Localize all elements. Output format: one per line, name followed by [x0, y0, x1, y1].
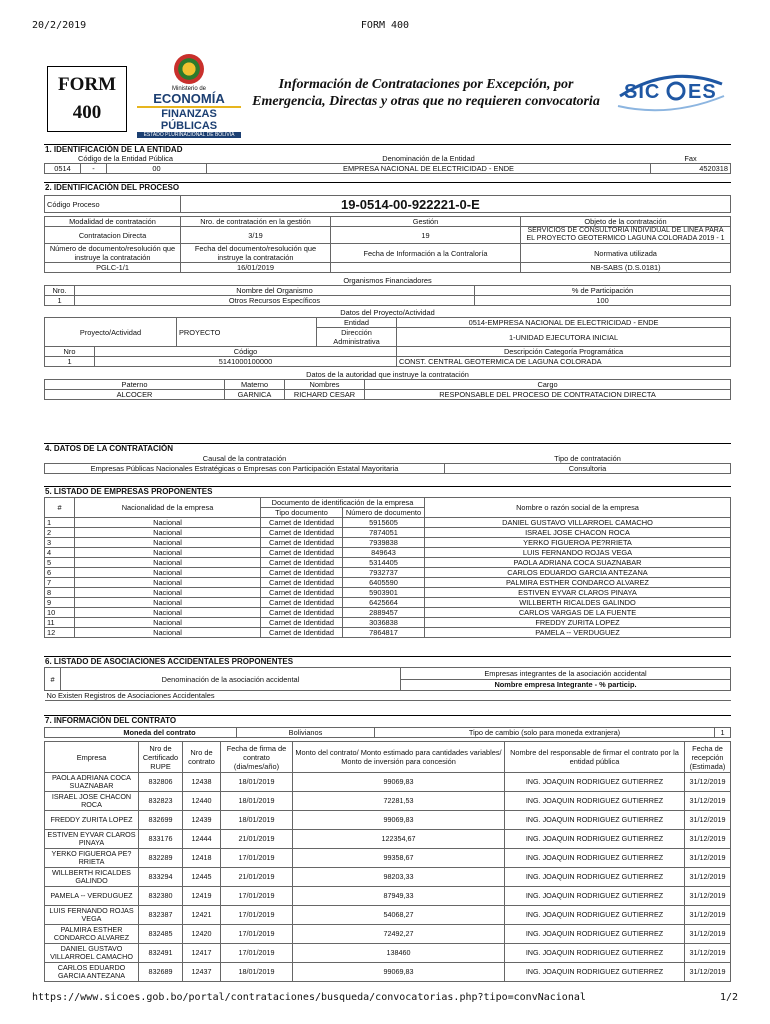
nro-documento-value: PGLC-1/1	[45, 263, 181, 273]
contrato-empresa: PALMIRA ESTHER CONDARCO ALVAREZ	[45, 925, 139, 944]
contrato-responsable: ING. JOAQUIN RODRIGUEZ GUTIERREZ	[505, 963, 685, 982]
contrato-monto: 72492,27	[293, 925, 505, 944]
dir-admin-value: 1-UNIDAD EJECUTORA INICIAL	[397, 328, 731, 347]
svg-text:ES: ES	[688, 81, 717, 103]
section-7	[44, 727, 730, 982]
org-nombre: Otros Recursos Específicos	[75, 296, 475, 306]
section-2	[44, 195, 730, 400]
proponente-num: 9	[45, 598, 75, 608]
col-gestion: Gestión	[331, 217, 521, 227]
cargo-value: RESPONSABLE DEL PROCESO DE CONTRATACION DIRECTA	[365, 390, 731, 400]
contrato-fecha-recepcion: 31/12/2019	[685, 963, 731, 982]
contrato-nro: 12438	[183, 773, 221, 792]
proponente-num: 4	[45, 548, 75, 558]
contrato-empresa: YERKO FIGUEROA PE? RRIETA	[45, 849, 139, 868]
contrato-monto: 138460	[293, 944, 505, 963]
proponente-num: 2	[45, 528, 75, 538]
proponente-nombre: LUIS FERNANDO ROJAS VEGA	[425, 548, 731, 558]
col-normativa: Normativa utilizada	[521, 244, 731, 263]
contrato-fecha-firma: 18/01/2019	[221, 792, 293, 811]
contrato-fecha-firma: 17/01/2019	[221, 925, 293, 944]
col-num: #	[45, 498, 75, 518]
contrato-nro: 12440	[183, 792, 221, 811]
page-title: Información de Contrataciones por Excepción, por Emergencia, Directas y otras que no requieren convocatoria	[252, 77, 600, 109]
org-nro: 1	[45, 296, 75, 306]
fecha-documento-value: 16/01/2019	[181, 263, 331, 273]
section-2-title: 2. IDENTIFICACIÓN DEL PROCESO	[44, 182, 731, 193]
print-date: 20/2/2019	[32, 20, 87, 31]
section-1	[44, 154, 730, 174]
proponente-nombre: PAOLA ADRIANA COCA SUAZNABAR	[425, 558, 731, 568]
contrato-responsable: ING. JOAQUIN RODRIGUEZ GUTIERREZ	[505, 887, 685, 906]
proy-desc: CONST. CENTRAL GEOTERMICA DE LAGUNA COLORADA	[397, 357, 731, 367]
contrato-nro: 12419	[183, 887, 221, 906]
proponente-num-doc: 5314405	[343, 558, 425, 568]
contrato-fecha-firma: 18/01/2019	[221, 811, 293, 830]
contrato-empresa: WILLBERTH RICALDES GALINDO	[45, 868, 139, 887]
proponente-num: 3	[45, 538, 75, 548]
contrato-fecha-recepcion: 31/12/2019	[685, 944, 731, 963]
contrato-responsable: ING. JOAQUIN RODRIGUEZ GUTIERREZ	[505, 849, 685, 868]
proponente-num-doc: 7932737	[343, 568, 425, 578]
proponente-tipo-doc: Carnet de Identidad	[261, 628, 343, 638]
denominacion-entidad: EMPRESA NACIONAL DE ELECTRICIDAD - ENDE	[207, 164, 651, 174]
col-empresa: Empresa	[45, 742, 139, 773]
contrato-certificado: 833176	[139, 830, 183, 849]
col-paterno: Paterno	[45, 380, 225, 390]
contrato-empresa: CARLOS EDUARDO GARCIA ANTEZANA	[45, 963, 139, 982]
contrato-row	[45, 773, 731, 792]
codigo-entidad-a: 0514	[45, 164, 81, 174]
proponente-row	[45, 598, 731, 608]
proponente-nacionalidad: Nacional	[75, 518, 261, 528]
col-asoc-num: #	[45, 668, 61, 691]
col-objeto: Objeto de la contratación	[521, 217, 731, 227]
svg-text:SIC: SIC	[624, 81, 661, 103]
contrato-monto: 99069,83	[293, 963, 505, 982]
objeto-value: SERVICIOS DE CONSULTORIA INDIVIDUAL DE LINEA PARA EL PROYECTO GEOTERMICO LAGUNA COLORADA 2019 - 1	[521, 227, 731, 244]
proyecto-label: PROYECTO	[177, 318, 317, 347]
contrato-certificado: 832689	[139, 963, 183, 982]
proponente-nombre: PALMIRA ESTHER CONDARCO ALVAREZ	[425, 578, 731, 588]
contrato-monto: 99358,67	[293, 849, 505, 868]
causal-value: Empresas Públicas Nacionales Estratégicas o Empresas con Participación Estatal Mayoritaria	[45, 464, 445, 474]
proponente-num: 10	[45, 608, 75, 618]
section-6-title: 6. LISTADO DE ASOCIACIONES ACCIDENTALES PROPONENTES	[44, 656, 731, 667]
contrato-monto: 99069,83	[293, 773, 505, 792]
contrato-certificado: 833294	[139, 868, 183, 887]
proponente-num-doc: 5915605	[343, 518, 425, 528]
col-responsable: Nombre del responsable de firmar el contrato por la entidad pública	[505, 742, 685, 773]
proponente-nombre: FREDDY ZURITA LOPEZ	[425, 618, 731, 628]
proponente-tipo-doc: Carnet de Identidad	[261, 588, 343, 598]
contrato-empresa: PAOLA ADRIANA COCA SUAZNABAR	[45, 773, 139, 792]
proponente-num: 6	[45, 568, 75, 578]
contrato-empresa: PAMELA -- VERDUGUEZ	[45, 887, 139, 906]
contrato-monto: 122354,67	[293, 830, 505, 849]
contrato-monto: 54068,27	[293, 906, 505, 925]
proponente-row	[45, 618, 731, 628]
contrato-empresa: FREDDY ZURITA LOPEZ	[45, 811, 139, 830]
contrato-certificado: 832485	[139, 925, 183, 944]
contrato-certificado: 832289	[139, 849, 183, 868]
proponente-num: 8	[45, 588, 75, 598]
proponente-row	[45, 538, 731, 548]
contrato-nro: 12420	[183, 925, 221, 944]
col-nacionalidad: Nacionalidad de la empresa	[75, 498, 261, 518]
codigo-proceso-label: Código Proceso	[45, 196, 181, 213]
contrato-responsable: ING. JOAQUIN RODRIGUEZ GUTIERREZ	[505, 811, 685, 830]
proponente-tipo-doc: Carnet de Identidad	[261, 548, 343, 558]
col-causal: Causal de la contratación	[202, 454, 287, 463]
contrato-responsable: ING. JOAQUIN RODRIGUEZ GUTIERREZ	[505, 868, 685, 887]
proponente-num-doc: 5903901	[343, 588, 425, 598]
contrato-certificado: 832380	[139, 887, 183, 906]
proponente-row	[45, 528, 731, 538]
contrato-row	[45, 944, 731, 963]
contrato-fecha-recepcion: 31/12/2019	[685, 811, 731, 830]
contrato-empresa: ESTIVEN EYVAR CLAROS PINAYA	[45, 830, 139, 849]
contrato-row	[45, 887, 731, 906]
proponente-tipo-doc: Carnet de Identidad	[261, 618, 343, 628]
proponente-nombre: ISRAEL JOSE CHACON ROCA	[425, 528, 731, 538]
proponente-num: 7	[45, 578, 75, 588]
contrato-row	[45, 963, 731, 982]
normativa-value: NB-SABS (D.S.0181)	[521, 263, 731, 273]
contrato-nro: 12417	[183, 944, 221, 963]
contrato-certificado: 832699	[139, 811, 183, 830]
contrato-row	[45, 830, 731, 849]
col-entidad: Entidad	[317, 318, 397, 328]
section-1-title: 1. IDENTIFICACIÓN DE LA ENTIDAD	[44, 144, 731, 155]
col-materno: Materno	[225, 380, 285, 390]
contrato-empresa: LUIS FERNANDO ROJAS VEGA	[45, 906, 139, 925]
moneda-value: Bolivianos	[237, 728, 375, 738]
ministry-line2: ECONOMÍA	[153, 91, 225, 106]
contrato-fecha-recepcion: 31/12/2019	[685, 906, 731, 925]
section-4-title: 4. DATOS DE LA CONTRATACIÓN	[44, 443, 731, 454]
gestion-value: 19	[331, 227, 521, 244]
contrato-fecha-recepcion: 31/12/2019	[685, 868, 731, 887]
contrato-certificado: 832491	[139, 944, 183, 963]
contrato-fecha-recepcion: 31/12/2019	[685, 849, 731, 868]
col-proyecto-actividad: Proyecto/Actividad	[45, 318, 177, 347]
proy-codigo: 5141000100000	[95, 357, 397, 367]
proponente-nacionalidad: Nacional	[75, 628, 261, 638]
proponente-nacionalidad: Nacional	[75, 558, 261, 568]
proponente-nombre: DANIEL GUSTAVO VILLARROEL CAMACHO	[425, 518, 731, 528]
contrato-row	[45, 925, 731, 944]
tipo-contratacion-value: Consultoria	[445, 464, 731, 474]
proponente-nacionalidad: Nacional	[75, 548, 261, 558]
col-asoc-integrantes: Empresas integrantes de la asociación accidental	[401, 668, 731, 680]
contrato-row	[45, 849, 731, 868]
contrato-nro: 12437	[183, 963, 221, 982]
proponente-num-doc: 7939838	[343, 538, 425, 548]
proponente-row	[45, 558, 731, 568]
proponente-tipo-doc: Carnet de Identidad	[261, 518, 343, 528]
proponente-row	[45, 608, 731, 618]
contrato-nro: 12445	[183, 868, 221, 887]
contrato-monto: 99069,83	[293, 811, 505, 830]
contrato-nro: 12418	[183, 849, 221, 868]
col-dir-admin: Dirección Administrativa	[317, 328, 397, 347]
proy-nro: 1	[45, 357, 95, 367]
proponente-tipo-doc: Carnet de Identidad	[261, 568, 343, 578]
proponente-nombre: ESTIVEN EYVAR CLAROS PINAYA	[425, 588, 731, 598]
col-denominacion: Denominación de la Entidad	[382, 154, 475, 163]
entidad-value: 0514-EMPRESA NACIONAL DE ELECTRICIDAD - ENDE	[397, 318, 731, 328]
proponente-nacionalidad: Nacional	[75, 578, 261, 588]
codigo-entidad-b: 00	[107, 164, 207, 174]
contrato-responsable: ING. JOAQUIN RODRIGUEZ GUTIERREZ	[505, 773, 685, 792]
contrato-row	[45, 811, 731, 830]
nombres-value: RICHARD CESAR	[285, 390, 365, 400]
contrato-row	[45, 906, 731, 925]
proponente-num-doc: 6405590	[343, 578, 425, 588]
col-cargo: Cargo	[365, 380, 731, 390]
contrato-fecha-recepcion: 31/12/2019	[685, 925, 731, 944]
section-7-title: 7. INFORMACIÓN DEL CONTRATO	[44, 715, 731, 726]
sicoes-logo	[610, 66, 730, 114]
contrato-nro: 12439	[183, 811, 221, 830]
contrato-nro: 12421	[183, 906, 221, 925]
form-number-box	[47, 66, 127, 132]
form-label: FORM	[57, 74, 117, 95]
proponente-nacionalidad: Nacional	[75, 588, 261, 598]
proponente-tipo-doc: Carnet de Identidad	[261, 558, 343, 568]
codigo-proceso: 19-0514-00-922221-0-E	[181, 196, 731, 213]
col-autoridad: Datos de la autoridad que instruye la contratación	[306, 370, 469, 379]
asoc-empty-message: No Existen Registros de Asociaciones Accidentales	[45, 691, 731, 701]
proponente-num: 5	[45, 558, 75, 568]
proponente-num-doc: 849643	[343, 548, 425, 558]
section-4	[44, 454, 730, 474]
col-nombre-empresa: Nombre o razón social de la empresa	[425, 498, 731, 518]
paterno-value: ALCOCER	[45, 390, 225, 400]
contrato-fecha-firma: 17/01/2019	[221, 887, 293, 906]
section-5	[44, 497, 730, 638]
proponente-tipo-doc: Carnet de Identidad	[261, 608, 343, 618]
proponente-tipo-doc: Carnet de Identidad	[261, 538, 343, 548]
proponente-nacionalidad: Nacional	[75, 608, 261, 618]
proponente-num: 11	[45, 618, 75, 628]
col-modalidad: Modalidad de contratación	[45, 217, 181, 227]
coat-of-arms-icon	[174, 54, 204, 84]
proponente-num-doc: 6425664	[343, 598, 425, 608]
col-moneda: Moneda del contrato	[45, 728, 237, 738]
page-number: 1/2	[719, 992, 738, 1003]
proponente-nacionalidad: Nacional	[75, 568, 261, 578]
contrato-certificado: 832806	[139, 773, 183, 792]
col-tipo-documento: Tipo documento	[261, 508, 343, 518]
proponente-nacionalidad: Nacional	[75, 598, 261, 608]
contrato-empresa: ISRAEL JOSE CHACON ROCA	[45, 792, 139, 811]
codigo-sep: -	[81, 164, 107, 174]
proponente-nacionalidad: Nacional	[75, 538, 261, 548]
col-desc-categoria: Descripción Categoría Programática	[397, 347, 731, 357]
col-codigo-entidad: Código de la Entidad Pública	[78, 154, 173, 163]
contrato-nro: 12444	[183, 830, 221, 849]
ministry-line4: ESTADO PLURINACIONAL DE BOLIVIA	[137, 132, 241, 138]
proponente-nombre: CARLOS VARGAS DE LA FUENTE	[425, 608, 731, 618]
proponente-nombre: WILLBERTH RICALDES GALINDO	[425, 598, 731, 608]
col-org-nro: Nro.	[45, 286, 75, 296]
contrato-monto: 98203,33	[293, 868, 505, 887]
col-org-pct: % de Participación	[475, 286, 731, 296]
print-title: FORM 400	[360, 20, 410, 31]
contrato-responsable: ING. JOAQUIN RODRIGUEZ GUTIERREZ	[505, 906, 685, 925]
col-fecha-documento: Fecha del documento/resolución que instruye la contratación	[181, 244, 331, 263]
contrato-fecha-firma: 21/01/2019	[221, 868, 293, 887]
contrato-row	[45, 868, 731, 887]
col-nro-documento: Número de documento/resolución que instruye la contratación	[45, 244, 181, 263]
proponente-nombre: PAMELA -- VERDUGUEZ	[425, 628, 731, 638]
proponente-nombre: YERKO FIGUEROA PE?RRIETA	[425, 538, 731, 548]
col-org-financiadores: Organismos Financiadores	[343, 276, 432, 285]
col-nombres: Nombres	[285, 380, 365, 390]
contrato-monto: 72281,53	[293, 792, 505, 811]
proponente-row	[45, 578, 731, 588]
proponente-tipo-doc: Carnet de Identidad	[261, 598, 343, 608]
contrato-fecha-firma: 17/01/2019	[221, 849, 293, 868]
contrato-fecha-recepcion: 31/12/2019	[685, 830, 731, 849]
contrato-row	[45, 792, 731, 811]
col-nro-contrato: Nro de contrato	[183, 742, 221, 773]
contrato-fecha-firma: 21/01/2019	[221, 830, 293, 849]
contrato-responsable: ING. JOAQUIN RODRIGUEZ GUTIERREZ	[505, 925, 685, 944]
col-asoc-denominacion: Denominación de la asociación accidental	[61, 668, 401, 691]
col-monto: Monto del contrato/ Monto estimado para cantidades variables/ Monto de inversión para concesión	[293, 742, 505, 773]
tipo-cambio-value: 1	[715, 728, 731, 738]
fecha-informacion-value	[331, 263, 521, 273]
col-tipo-cambio: Tipo de cambio (solo para moneda extranjera)	[375, 728, 715, 738]
contrato-fecha-firma: 18/01/2019	[221, 773, 293, 792]
proponente-row	[45, 568, 731, 578]
proponente-nacionalidad: Nacional	[75, 618, 261, 628]
col-tipo-contratacion: Tipo de contratación	[554, 454, 621, 463]
col-fax: Fax	[684, 154, 697, 163]
org-pct: 100	[475, 296, 731, 306]
col-datos-proyecto: Datos del Proyecto/Actividad	[340, 308, 435, 317]
contrato-responsable: ING. JOAQUIN RODRIGUEZ GUTIERREZ	[505, 944, 685, 963]
col-fecha-recepcion: Fecha de recepción (Estimada)	[685, 742, 731, 773]
contrato-responsable: ING. JOAQUIN RODRIGUEZ GUTIERREZ	[505, 830, 685, 849]
proponente-num: 1	[45, 518, 75, 528]
col-nro-certificado: Nro de Certificado RUPE	[139, 742, 183, 773]
contrato-fecha-firma: 17/01/2019	[221, 944, 293, 963]
proponente-row	[45, 588, 731, 598]
contrato-fecha-recepcion: 31/12/2019	[685, 887, 731, 906]
contrato-fecha-firma: 17/01/2019	[221, 906, 293, 925]
col-fecha-informacion: Fecha de Información a la Contraloría	[331, 244, 521, 263]
contrato-fecha-firma: 18/01/2019	[221, 963, 293, 982]
col-nro-contratacion: Nro. de contratación en la gestión	[181, 217, 331, 227]
col-numero-documento: Número de documento	[343, 508, 425, 518]
proponente-num-doc: 3036838	[343, 618, 425, 628]
proponente-tipo-doc: Carnet de Identidad	[261, 578, 343, 588]
col-asoc-nombre-pct: Nombre empresa Integrante - % particip.	[401, 679, 731, 691]
proponente-row	[45, 548, 731, 558]
proponente-num-doc: 7874051	[343, 528, 425, 538]
proponente-num-doc: 7864817	[343, 628, 425, 638]
proponente-row	[45, 628, 731, 638]
proponente-row	[45, 518, 731, 528]
form-number: 400	[72, 102, 102, 123]
contrato-fecha-recepcion: 31/12/2019	[685, 773, 731, 792]
nro-contratacion-value: 3/19	[181, 227, 331, 244]
proponente-tipo-doc: Carnet de Identidad	[261, 528, 343, 538]
modalidad-value: Contratacion Directa	[45, 227, 181, 244]
fax-value: 4520318	[651, 164, 731, 174]
col-documento: Documento de identificación de la empresa	[261, 498, 425, 508]
contrato-monto: 87949,33	[293, 887, 505, 906]
section-6	[44, 667, 730, 701]
contrato-responsable: ING. JOAQUIN RODRIGUEZ GUTIERREZ	[505, 792, 685, 811]
col-proy-codigo: Código	[95, 347, 397, 357]
proponente-num-doc: 2889457	[343, 608, 425, 618]
contrato-certificado: 832387	[139, 906, 183, 925]
col-proy-nro: Nro	[45, 347, 95, 357]
page-url[interactable]: https://www.sicoes.gob.bo/portal/contrataciones/busqueda/convocatorias.php?tipo=convNacional	[32, 992, 586, 1003]
col-org-nombre: Nombre del Organismo	[75, 286, 475, 296]
contrato-certificado: 832823	[139, 792, 183, 811]
ministry-line3: FINANZAS PÚBLICAS	[137, 106, 241, 132]
section-5-title: 5. LISTADO DE EMPRESAS PROPONENTES	[44, 486, 731, 497]
ministry-logo	[137, 54, 241, 138]
contrato-empresa: DANIEL GUSTAVO VILLARROEL CAMACHO	[45, 944, 139, 963]
proponente-nacionalidad: Nacional	[75, 528, 261, 538]
proponente-nombre: CARLOS EDUARDO GARCIA ANTEZANA	[425, 568, 731, 578]
materno-value: GARNICA	[225, 390, 285, 400]
contrato-fecha-recepcion: 31/12/2019	[685, 792, 731, 811]
col-fecha-firma: Fecha de firma de contrato (dia/mes/año)	[221, 742, 293, 773]
ministry-line1: Ministerio de	[171, 86, 206, 92]
proponente-num: 12	[45, 628, 75, 638]
